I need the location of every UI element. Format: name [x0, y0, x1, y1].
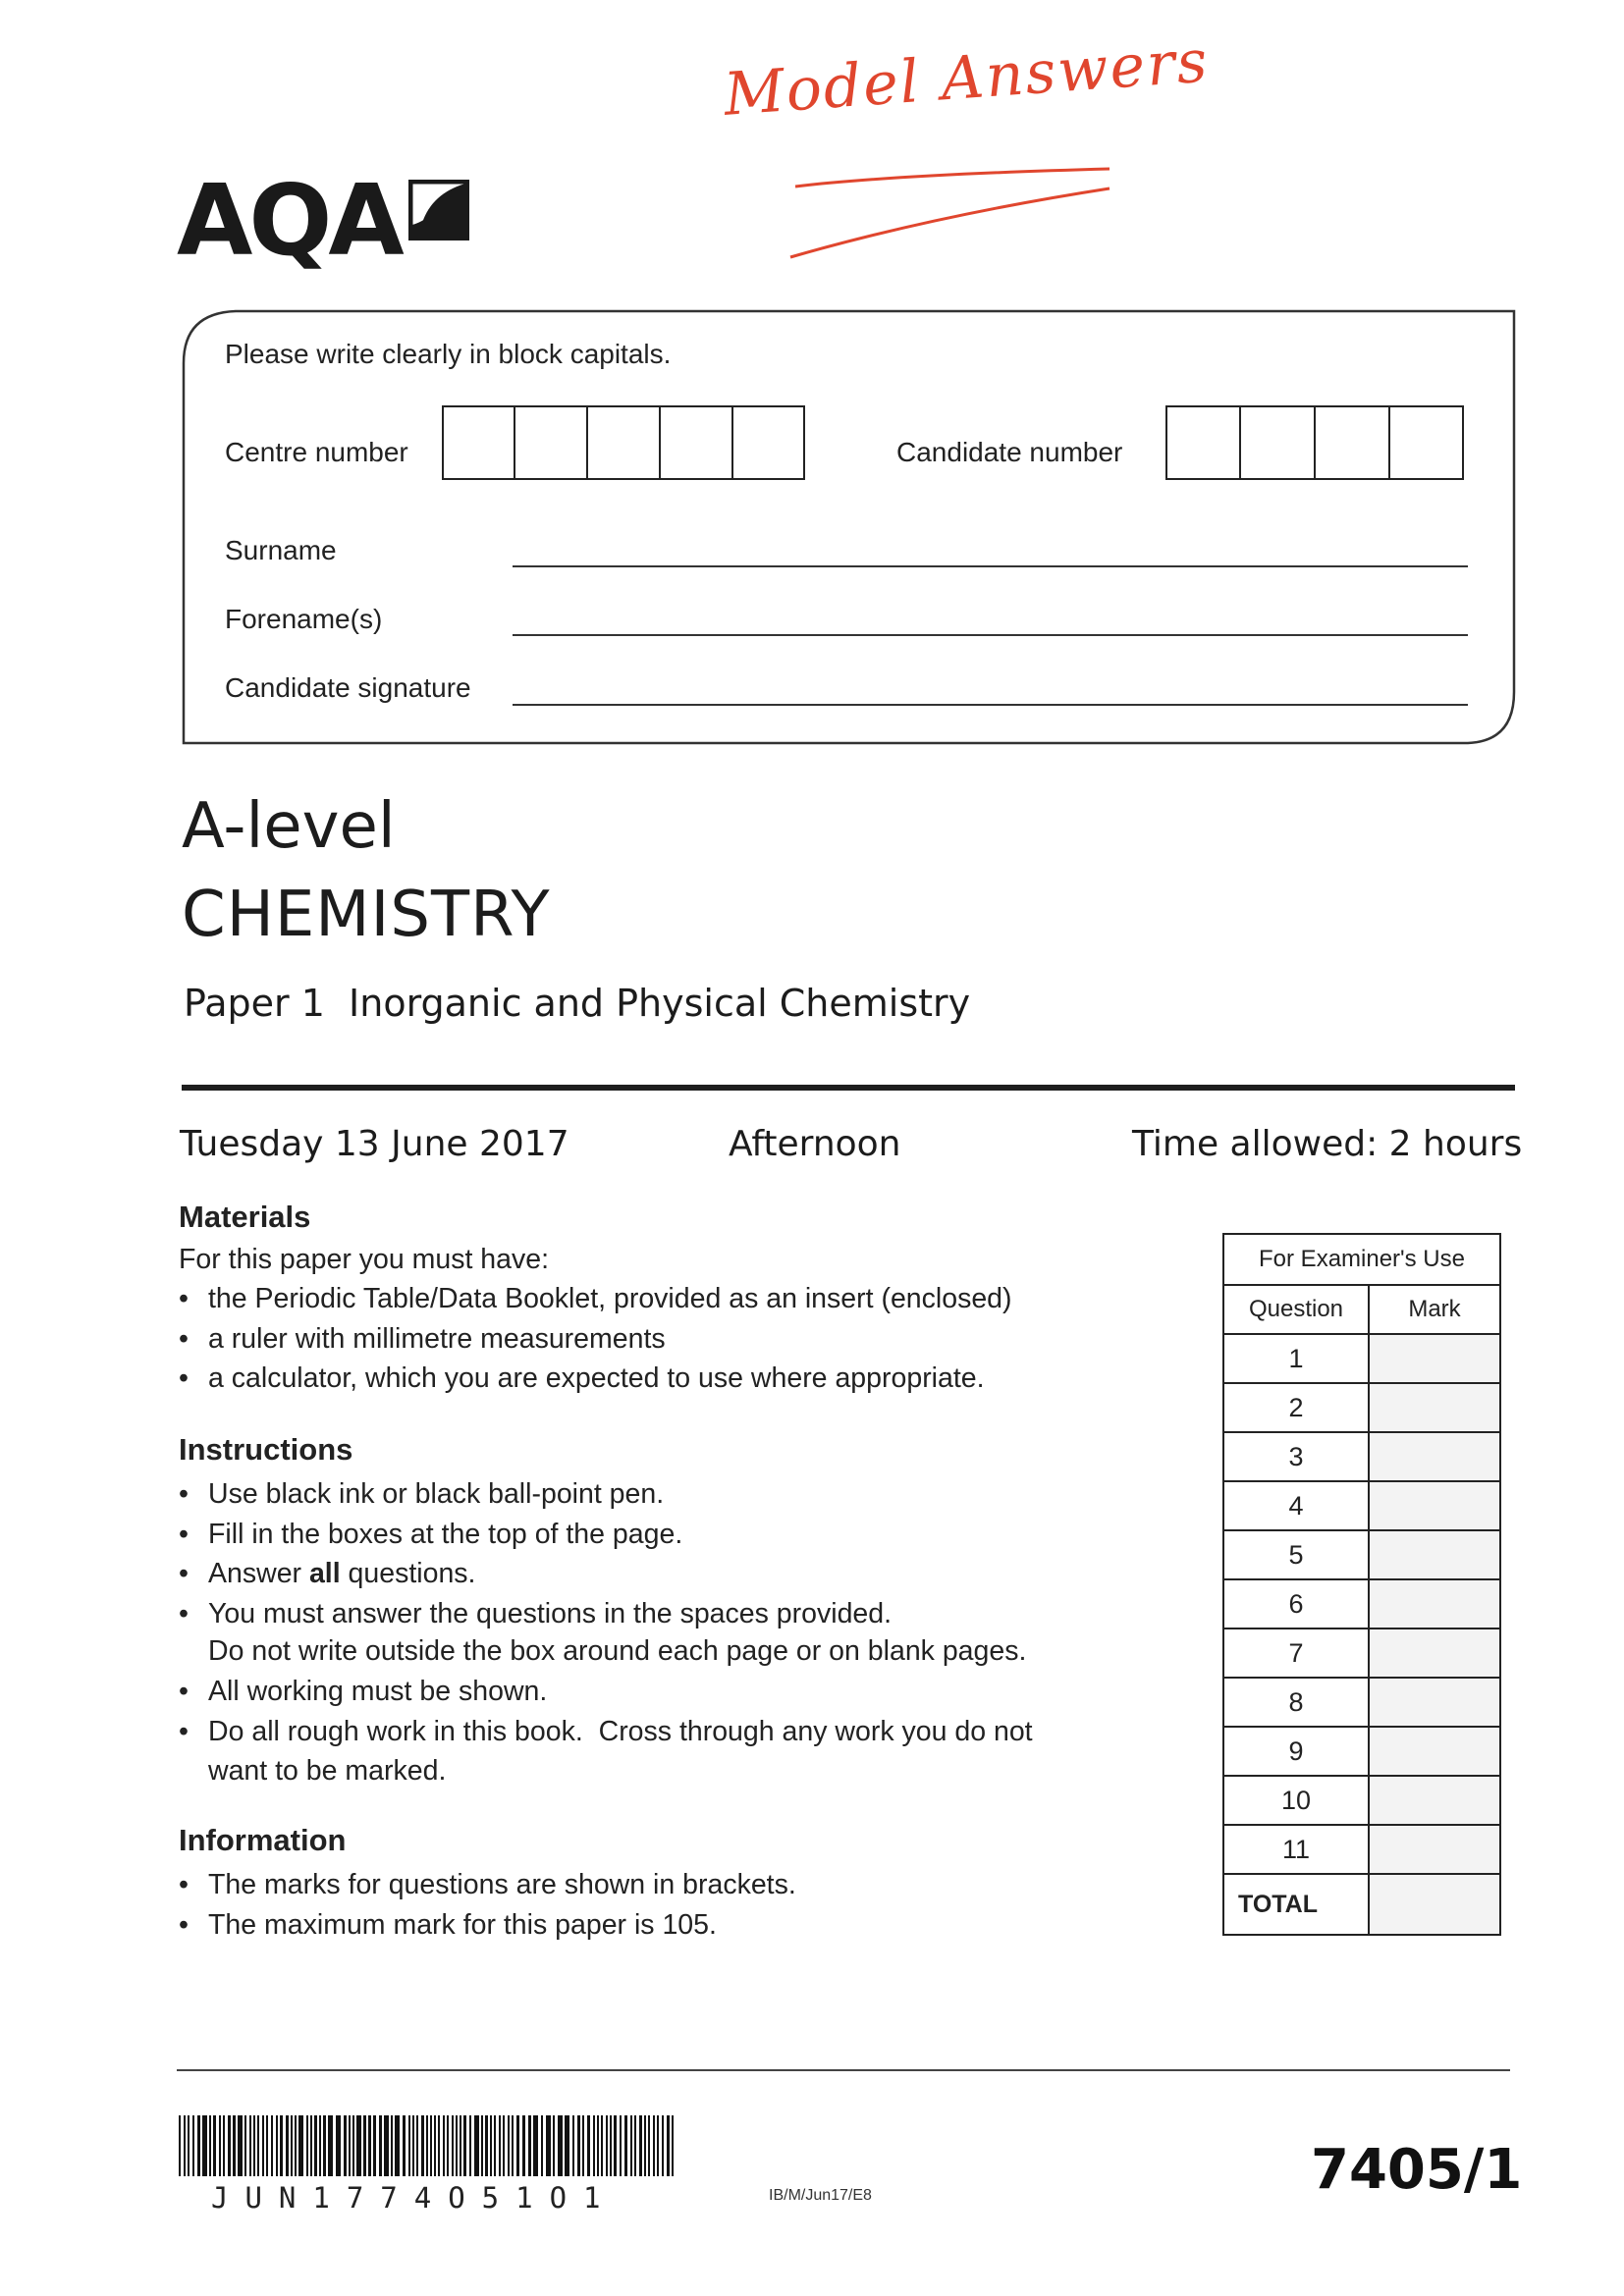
barcode-bar: [528, 2115, 531, 2176]
barcode-bar: [620, 2115, 622, 2176]
barcode-bar: [653, 2115, 655, 2176]
question-number: 2: [1223, 1383, 1369, 1432]
barcode-bar: [363, 2115, 366, 2176]
time-allowed: Time allowed: 2 hours: [1132, 1124, 1523, 1164]
barcode-bar: [508, 2115, 510, 2176]
list-item: • Do all rough work in this book. Cross through any work you do not: [179, 1712, 1161, 1752]
aqa-logo-text: AQA: [177, 163, 401, 278]
handwritten-model-answers: Model Answers: [722, 27, 1212, 130]
barcode-bar: [298, 2115, 303, 2176]
centre-digit-box[interactable]: [587, 405, 660, 480]
information-heading: Information: [179, 1823, 347, 1857]
table-row: [1223, 1629, 1500, 1678]
barcode-bar: [391, 2115, 393, 2176]
instructions-list: [179, 1474, 1161, 1633]
barcode-bar: [244, 2115, 246, 2176]
barcode-bar: [644, 2115, 646, 2176]
barcode-bar: [202, 2115, 207, 2176]
barcode-bar: [434, 2115, 436, 2176]
barcode-bar: [209, 2115, 211, 2176]
examiner-table-title: For Examiner's Use: [1223, 1234, 1500, 1285]
barcode-bar: [565, 2115, 569, 2176]
barcode-bar: [403, 2115, 406, 2176]
mark-cell: [1369, 1579, 1500, 1629]
subject-title: CHEMISTRY: [182, 879, 551, 951]
barcode-bar: [587, 2115, 590, 2176]
barcode-bar: [323, 2115, 326, 2176]
mark-cell: [1369, 1776, 1500, 1825]
table-row: [1223, 1776, 1500, 1825]
materials-list: [179, 1279, 1161, 1399]
exam-date: Tuesday 13 June 2017: [180, 1124, 569, 1164]
barcode-bar: [657, 2115, 659, 2176]
barcode-bar: [291, 2115, 293, 2176]
candidate-digit-box[interactable]: [1240, 405, 1315, 480]
materials-heading: Materials: [179, 1200, 311, 1234]
barcode-bar: [503, 2115, 505, 2176]
mark-cell: [1369, 1530, 1500, 1579]
barcode-bar: [306, 2115, 308, 2176]
barcode-bar: [577, 2115, 580, 2176]
barcode-bar: [667, 2115, 670, 2176]
answer-all-emphasis: all: [308, 1558, 341, 1589]
centre-number-label: Centre number: [225, 437, 408, 467]
barcode-bar: [430, 2115, 432, 2176]
list-item: • a ruler with millimetre measurements: [179, 1319, 1161, 1360]
barcode-bar: [352, 2115, 354, 2176]
handwritten-underline: [776, 147, 1129, 265]
barcode-bar: [606, 2115, 608, 2176]
barcode-bar: [490, 2115, 492, 2176]
barcode-bar: [546, 2115, 551, 2176]
centre-digit-box[interactable]: [660, 405, 732, 480]
answer-all-prefix: Answer: [208, 1558, 309, 1589]
question-number: 3: [1223, 1432, 1369, 1481]
barcode-bar: [249, 2115, 251, 2176]
qualification-level: A-level: [182, 790, 396, 863]
list-item: • You must answer the questions in the spaces provided.: [179, 1594, 1161, 1634]
barcode-bar: [662, 2115, 664, 2176]
barcode-bar: [271, 2115, 273, 2176]
question-number: 5: [1223, 1530, 1369, 1579]
barcode-bar: [421, 2115, 424, 2176]
table-row: [1223, 1678, 1500, 1727]
barcode-bar: [572, 2115, 574, 2176]
question-number: 9: [1223, 1727, 1369, 1776]
table-row: [1223, 1579, 1500, 1629]
surname-line[interactable]: [513, 565, 1468, 567]
table-row: [1223, 1432, 1500, 1481]
barcode-bar: [253, 2115, 255, 2176]
barcode-bar: [447, 2115, 449, 2176]
barcode-bar: [179, 2115, 181, 2176]
barcode-bar: [266, 2115, 268, 2176]
centre-digit-box[interactable]: [442, 405, 514, 480]
barcode-bar: [481, 2115, 483, 2176]
barcode-bar: [469, 2115, 471, 2176]
barcode-bar: [276, 2115, 278, 2176]
barcode-bar: [228, 2115, 231, 2176]
barcode-bar: [356, 2115, 361, 2176]
table-row: [1223, 1874, 1500, 1935]
candidate-number-boxes[interactable]: [1165, 405, 1464, 480]
barcode-bar: [463, 2115, 466, 2176]
instruction-continuation-rough: want to be marked.: [208, 1755, 447, 1787]
barcode-bar: [624, 2115, 627, 2176]
barcode-bar: [443, 2115, 445, 2176]
question-column-header: Question: [1223, 1285, 1369, 1334]
barcode-bar: [426, 2115, 428, 2176]
barcode-bar: [219, 2115, 221, 2176]
candidate-digit-box[interactable]: [1165, 405, 1240, 480]
centre-digit-box[interactable]: [514, 405, 587, 480]
forenames-line[interactable]: [513, 634, 1468, 636]
barcode-bar: [648, 2115, 650, 2176]
barcode-bar: [379, 2115, 382, 2176]
barcode-bar: [541, 2115, 543, 2176]
mark-column-header: Mark: [1369, 1285, 1500, 1334]
barcode-bar: [262, 2115, 264, 2176]
table-row: [1223, 1825, 1500, 1874]
barcode-bar: [639, 2115, 642, 2176]
board-reference-code: IB/M/Jun17/E8: [769, 2187, 872, 2204]
mark-cell: [1369, 1678, 1500, 1727]
candidate-digit-box[interactable]: [1389, 405, 1464, 480]
question-number: 8: [1223, 1678, 1369, 1727]
title-divider: [182, 1085, 1515, 1091]
mark-cell: [1369, 1334, 1500, 1383]
barcode-bar: [438, 2115, 440, 2176]
barcode-bar: [456, 2115, 458, 2176]
barcode-bar: [384, 2115, 389, 2176]
instructions-list-cont: [179, 1672, 1161, 1751]
materials-intro: For this paper you must have:: [179, 1244, 550, 1275]
table-row: [1223, 1481, 1500, 1530]
list-item: • Use black ink or black ball-point pen.: [179, 1474, 1161, 1515]
list-item: • The maximum mark for this paper is 105.: [179, 1905, 1161, 1946]
mark-cell: [1369, 1727, 1500, 1776]
barcode-bar: [223, 2115, 225, 2176]
table-row: [1223, 1383, 1500, 1432]
barcode-bar: [614, 2115, 617, 2176]
barcode-bar: [512, 2115, 514, 2176]
barcode-bar: [634, 2115, 636, 2176]
instruction-continuation-spaces: Do not write outside the box around each page or on blank pages.: [208, 1635, 1027, 1667]
question-number: 7: [1223, 1629, 1369, 1678]
barcode-bar: [630, 2115, 632, 2176]
answer-all-suffix: questions.: [340, 1558, 476, 1589]
signature-line[interactable]: [513, 704, 1468, 706]
list-item: • a calculator, which you are expected to use where appropriate.: [179, 1359, 1161, 1399]
barcode-bar: [349, 2115, 351, 2176]
barcode-bar: [522, 2115, 525, 2176]
table-row: [1223, 1727, 1500, 1776]
instructions-heading: Instructions: [179, 1432, 353, 1467]
barcode-bar: [314, 2115, 317, 2176]
barcode-bar: [672, 2115, 674, 2176]
exam-session: Afternoon: [729, 1124, 901, 1164]
barcode-bar: [494, 2115, 496, 2176]
barcode-bar: [474, 2115, 479, 2176]
barcode-bar: [582, 2115, 584, 2176]
barcode-bar: [412, 2115, 414, 2176]
centre-number-boxes[interactable]: [442, 405, 805, 480]
barcode-bar: [395, 2115, 400, 2176]
barcode: [177, 2115, 677, 2176]
barcode-bar: [516, 2115, 519, 2176]
list-item: [179, 1554, 1161, 1594]
table-row: [1223, 1530, 1500, 1579]
aqa-logo-mark: [408, 180, 469, 240]
mark-cell: [1369, 1432, 1500, 1481]
barcode-bar: [328, 2115, 333, 2176]
barcode-bar: [416, 2115, 418, 2176]
barcode-bar: [460, 2115, 461, 2176]
forenames-label: Forename(s): [225, 604, 383, 634]
question-number: 1: [1223, 1334, 1369, 1383]
candidate-number-label: Candidate number: [896, 437, 1123, 467]
barcode-bar: [233, 2115, 236, 2176]
list-item: • The marks for questions are shown in brackets.: [179, 1865, 1161, 1905]
barcode-bar: [192, 2115, 194, 2176]
mark-cell: [1369, 1825, 1500, 1874]
barcode-bar: [319, 2115, 321, 2176]
surname-label: Surname: [225, 535, 337, 565]
list-item: • the Periodic Table/Data Booklet, provided as an insert (enclosed): [179, 1279, 1161, 1319]
list-item: • All working must be shown.: [179, 1672, 1161, 1712]
total-label: TOTAL: [1223, 1874, 1369, 1935]
paper-title: Paper 1 Inorganic and Physical Chemistry: [184, 982, 971, 1025]
mark-cell: [1369, 1629, 1500, 1678]
table-row: [1223, 1334, 1500, 1383]
mark-cell: [1369, 1383, 1500, 1432]
question-number: 10: [1223, 1776, 1369, 1825]
centre-digit-box[interactable]: [732, 405, 805, 480]
question-number: 6: [1223, 1579, 1369, 1629]
examiner-use-table: [1222, 1233, 1501, 1936]
barcode-number: JUN1774O51O1: [211, 2181, 618, 2215]
barcode-bar: [593, 2115, 595, 2176]
question-number: 4: [1223, 1481, 1369, 1530]
barcode-bar: [499, 2115, 501, 2176]
barcode-bar: [197, 2115, 200, 2176]
mark-cell: [1369, 1481, 1500, 1530]
barcode-bar: [597, 2115, 599, 2176]
barcode-bar: [408, 2115, 410, 2176]
barcode-bar: [257, 2115, 259, 2176]
barcode-bar: [485, 2115, 488, 2176]
list-item: • Fill in the boxes at the top of the page.: [179, 1515, 1161, 1555]
barcode-bar: [336, 2115, 341, 2176]
barcode-bar: [280, 2115, 283, 2176]
barcode-bar: [601, 2115, 603, 2176]
total-mark-cell: [1369, 1874, 1500, 1935]
barcode-bar: [373, 2115, 376, 2176]
information-list: [179, 1865, 1161, 1945]
barcode-bar: [368, 2115, 371, 2176]
barcode-bar: [310, 2115, 312, 2176]
barcode-bar: [533, 2115, 538, 2176]
signature-label: Candidate signature: [225, 672, 471, 703]
barcode-bar: [286, 2115, 289, 2176]
barcode-bar: [553, 2115, 555, 2176]
barcode-bar: [238, 2115, 243, 2176]
barcode-bar: [610, 2115, 612, 2176]
barcode-bar: [295, 2115, 297, 2176]
candidate-digit-box[interactable]: [1315, 405, 1389, 480]
barcode-bar: [188, 2115, 189, 2176]
barcode-bar: [184, 2115, 186, 2176]
barcode-bar: [213, 2115, 216, 2176]
footer-divider: [177, 2069, 1510, 2071]
barcode-bar: [558, 2115, 563, 2176]
paper-code: 7405/1: [1311, 2138, 1523, 2202]
barcode-bar: [344, 2115, 347, 2176]
block-capitals-instruction: Please write clearly in block capitals.: [225, 339, 672, 369]
barcode-bar: [452, 2115, 454, 2176]
question-number: 11: [1223, 1825, 1369, 1874]
aqa-logo: [177, 163, 469, 278]
